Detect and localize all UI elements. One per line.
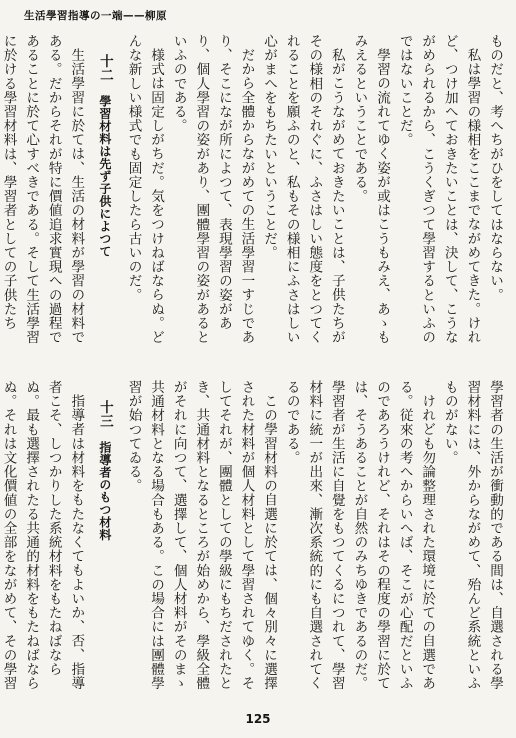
paragraph: 學習者の生活が衝動的である間は、自選される學習材料には、外からながめて、殆んど系統といふものがない。 (441, 380, 503, 691)
paragraph: ものだと、考へちがひをしてはならない。 (487, 34, 503, 302)
paragraph: 學習の流れてゆく姿が或はこうもみえ、あゝもみえるということである。 (351, 34, 391, 344)
upper-text-block (0, 34, 506, 352)
paragraph: 指導者は材料をもたなくてもよいか、否、指導者こそ、しつかりした系統材料をもたねばならぬ。最も選擇されたる共通的材料をもたねばならぬ。それは文化價値の全部をながめて、その學習 (0, 380, 85, 691)
section-title: 學習材料は先ず子供によつて (97, 94, 112, 258)
running-head: 生活學習指導の一端——柳原 (24, 10, 167, 22)
page-number: 125 (245, 712, 271, 726)
lower-text-block (0, 380, 506, 698)
section-number: 十三 (96, 400, 113, 429)
section-heading-12 (93, 34, 116, 352)
paragraph: 私は學習の様相をここまでながめてきた。けれど、つけ加へておきたいことは、決して、こうながめられるから、こうくぎつて學習するといふのではないことだ。 (396, 34, 481, 345)
paragraph: けれども勿論整理された環境に於ての自選である。従來の考へからいへば、そこが心配だといふのであろうけれど、それはその程度の學習に於ては、そうあることが自然のみちゆきであるのだ。學習者が生活に自覺をもつてくるにつれて、學習材料に統一が出來、漸次系統的にも自選されてくるのである。 (283, 380, 436, 691)
paragraph: 生活學習に於ては、生活の材料が學習の材料である。だからそれが特に價値追求實現への過程であることに於て心すべきである。そして生活學習に於ける學習材料は、學習者としての子供たち (0, 34, 85, 345)
section-number: 十二 (96, 54, 113, 83)
paragraph: 私がこうながめておきたいことは、子供たちがその様相のそれぐに、ふさはしい態度をとつてくれることを願ふのと、私もその様相にふさはしい心がまへをもちたいということだ。 (261, 34, 345, 345)
paragraph: この學習材料の自選に於ては、個々別々に選擇された材料が個人材料として學習されてゆく。そしてそれが、團體としての學級にもちだされたとき、共通材料となるところが始めから、學級全體がそれに向つて、選擇して、個人材料がそのまゝ共通材料となる場合もある。この場合には團體學習が始つてゐる。 (125, 380, 278, 691)
paragraph: 様式は固定しがちだ。気をつけねばならぬ。どんな新しい様式でも固定したら古いのだ。 (125, 34, 165, 344)
column-divider (24, 362, 506, 363)
section-title: 指導者のもつ材料 (97, 440, 112, 541)
paragraph: だから全體からながめての生活學習一すじであり、そこになが所によつて、表現學習の姿があり、個人學習の姿があり、團體學習の姿があるといふのである。 (170, 34, 255, 345)
section-heading-13 (93, 380, 116, 698)
